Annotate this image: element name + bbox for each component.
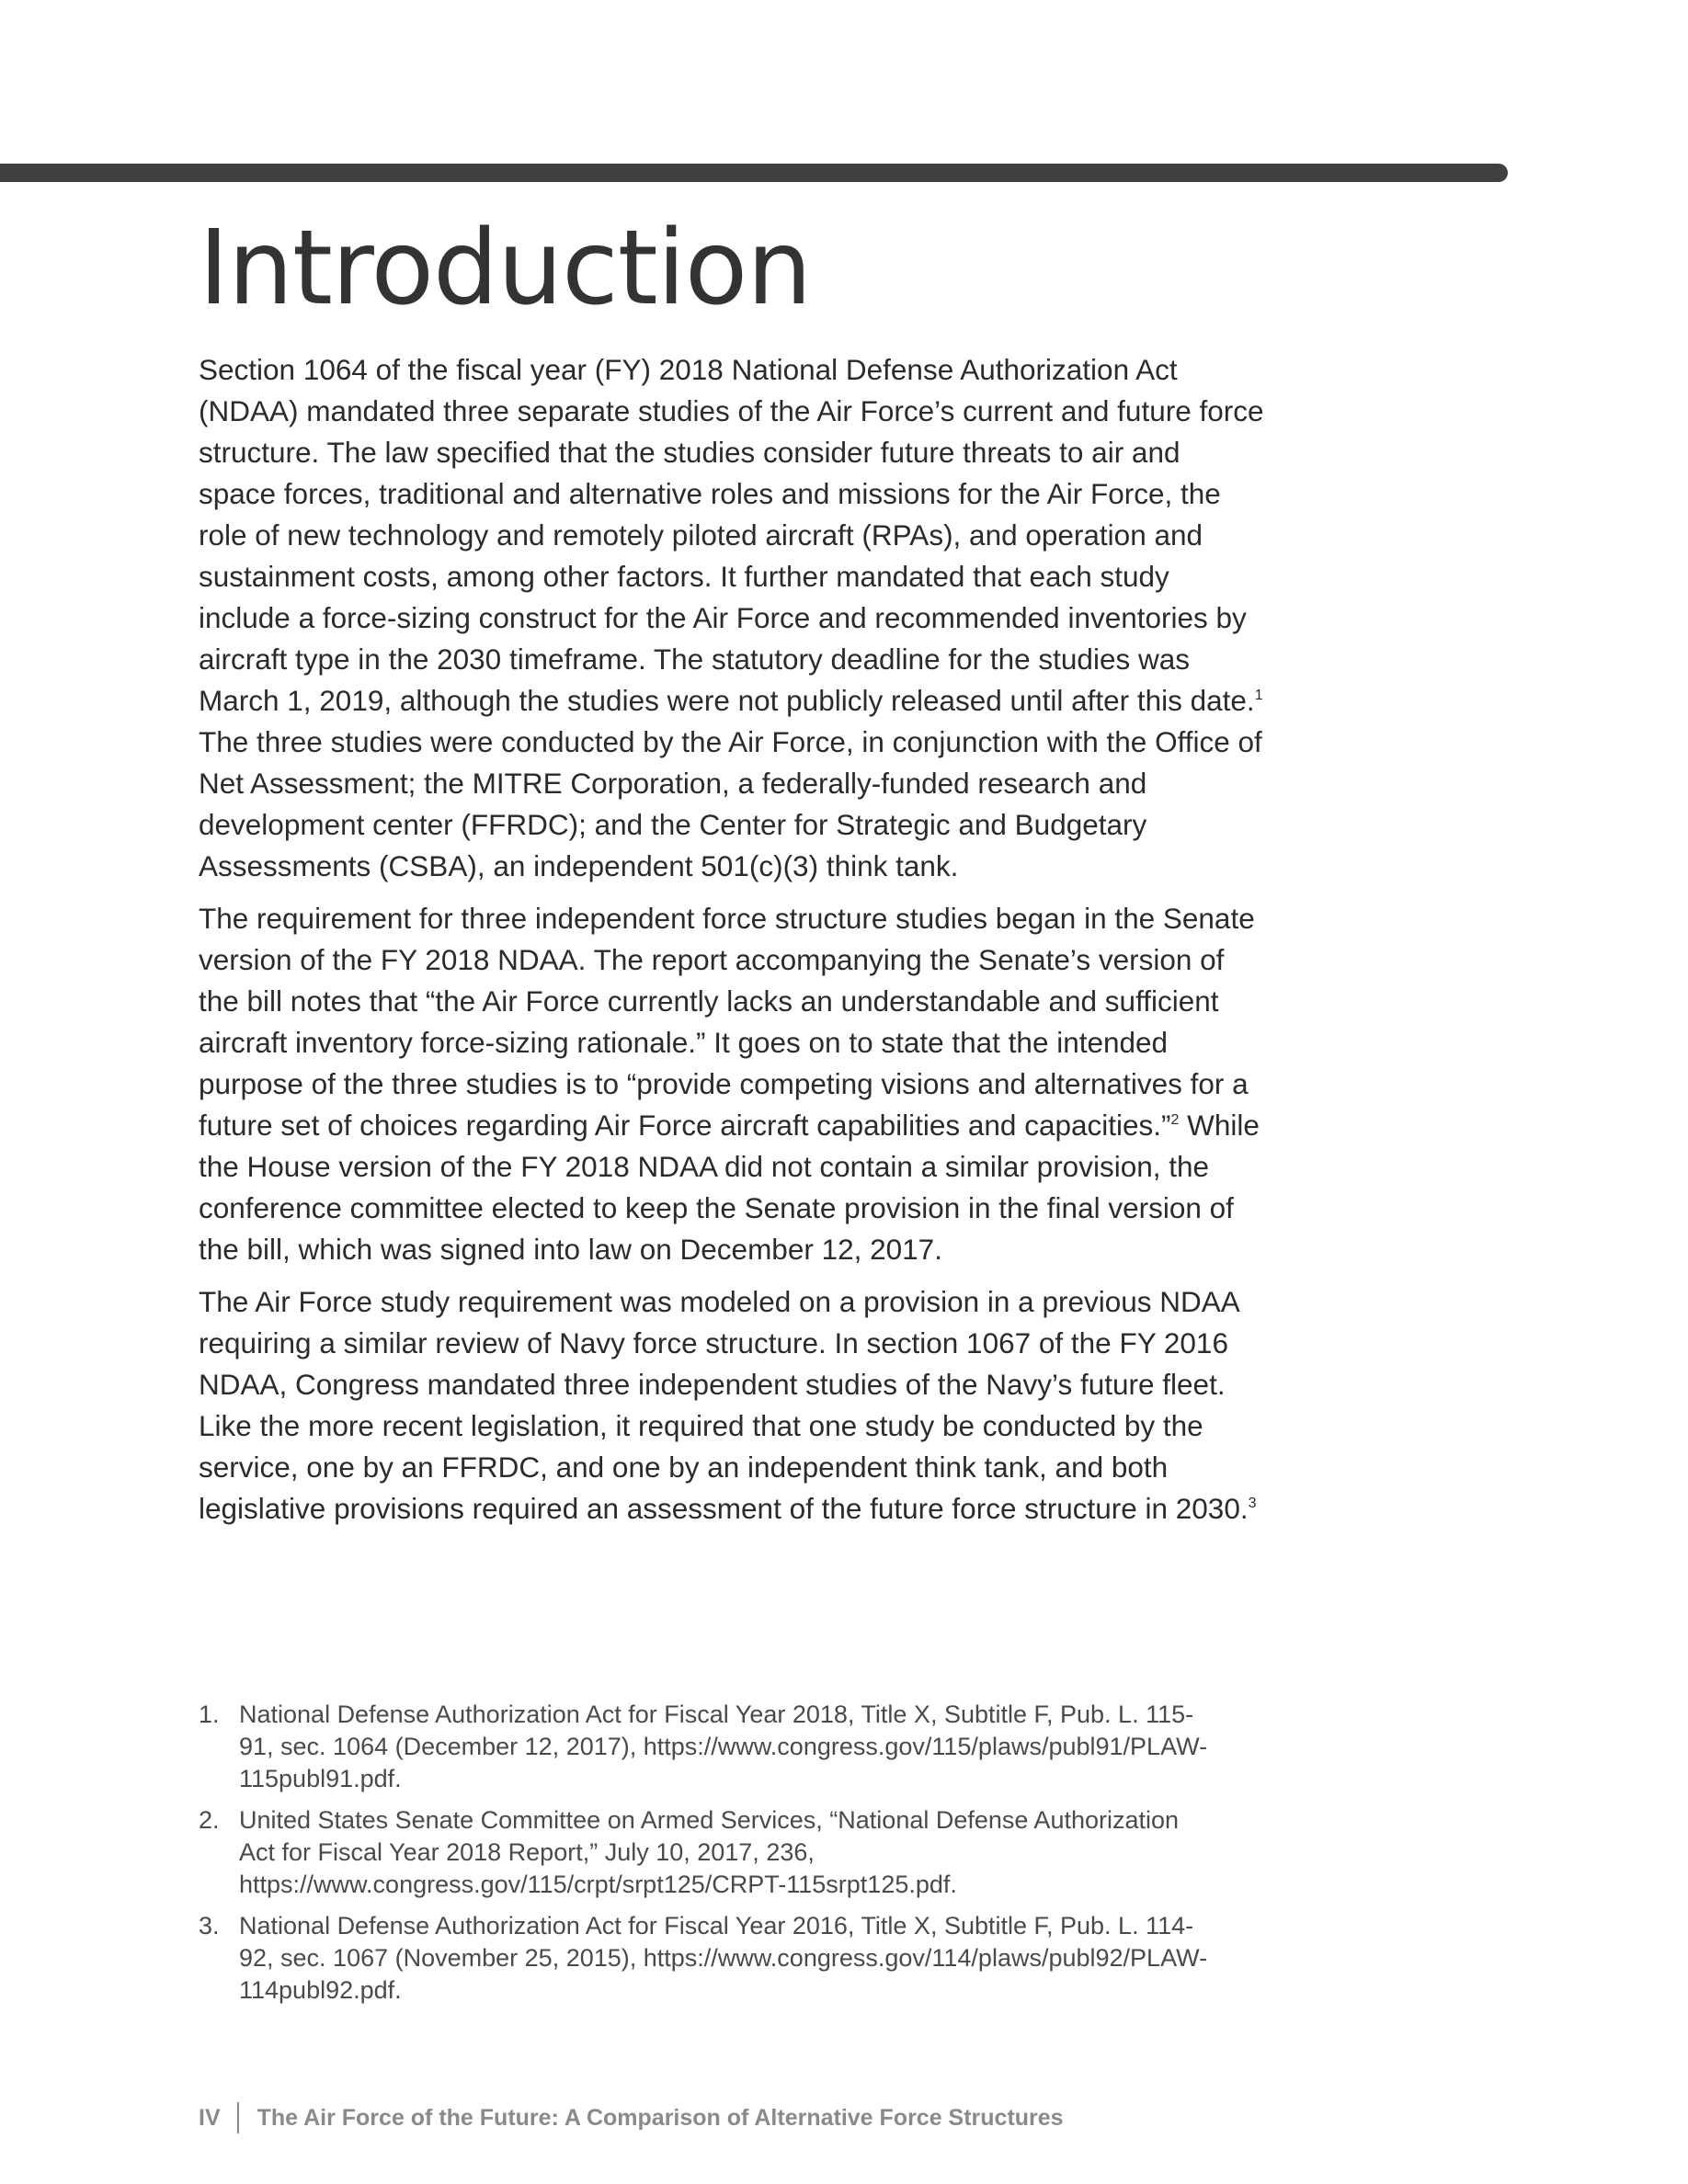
footnote-number: 1. (199, 1701, 220, 1728)
footnote-ref[interactable]: 1 (1254, 688, 1263, 703)
footnote-text: National Defense Authorization Act for Fiscal Year 2016, Title X, Subtitle F, Pub. L. 114-92, sec. 1067 (November 25, 2015), https://www.congress.gov/114/plaws/publ92/PLAW-114publ92.pdf. (239, 1912, 1208, 2004)
footnote-item (199, 1804, 1210, 1901)
page-footer (199, 2101, 1064, 2134)
footnote-number: 2. (199, 1806, 220, 1834)
footnotes-list (199, 1699, 1210, 2016)
paragraph-text: Section 1064 of the fiscal year (FY) 2018 National Defense Authorization Act (NDAA) mandated three separate studies of the Air Force’s current and future force structure. The law specified that the studies consider future threats to air and space forces, traditional and alternative roles and missions for the Air Force, the role of new technology and remotely piloted aircraft (RPAs), and operation and sustainment costs, among other factors. It further mandated that each study include a force-sizing construct for the Air Force and recommended inventories by aircraft type in the 2030 timeframe. The statutory deadline for the studies was March 1, 2019, although the studies were not publicly released until after this date. (199, 353, 1264, 717)
body-text (199, 349, 1265, 1541)
footnote-item (199, 1910, 1210, 2007)
paragraph-text: The Air Force study requirement was modeled on a provision in a previous NDAA requiring a similar review of Navy force structure. In section 1067 of the FY 2016 NDAA, Congress mandated three independent studies of the Navy’s future fleet. Like the more recent legislation, it required that one study be conducted by the service, one by an FFRDC, and one by an independent think tank, and both legislative provisions required an assessment of the future force structure in 2030. (199, 1285, 1249, 1525)
paragraph-3 (199, 1281, 1265, 1530)
header-rule (0, 164, 1508, 182)
footer-divider (237, 2102, 239, 2133)
footnote-number: 3. (199, 1912, 220, 1939)
paragraph-2 (199, 898, 1265, 1270)
publication-title: The Air Force of the Future: A Comparison of Alternative Force Structures (257, 2104, 1064, 2131)
paragraph-1 (199, 349, 1265, 887)
footnote-item (199, 1699, 1210, 1795)
footnote-ref[interactable]: 2 (1170, 1112, 1180, 1128)
footnote-text: National Defense Authorization Act for Fiscal Year 2018, Title X, Subtitle F, Pub. L. 115-91, sec. 1064 (December 12, 2017), https://www.congress.gov/115/plaws/publ91/PLAW-115publ91.pdf. (239, 1701, 1208, 1792)
footnote-text: United States Senate Committee on Armed Services, “National Defense Authorization Act for Fiscal Year 2018 Report,” July 10, 2017, 236, https://www.congress.gov/115/crpt/srpt125/CRPT-115srpt125.pdf. (239, 1806, 1180, 1898)
paragraph-text-continued: While the House version of the FY 2018 NDAA did not contain a similar provision, the conference committee elected to keep the Senate provision in the final version of the bill, which was signed into law on December 12, 2017. (199, 1109, 1260, 1266)
page-number: IV (199, 2104, 221, 2131)
footnote-ref[interactable]: 3 (1248, 1496, 1257, 1511)
page-title: Introduction (199, 209, 812, 328)
paragraph-text: The requirement for three independent force structure studies began in the Senate version of the FY 2018 NDAA. The report accompanying the Senate’s version of the bill notes that “the Air Force currently lacks an understandable and sufficient aircraft inventory force-sizing rationale.” It goes on to state that the intended purpose of the three studies is to “provide competing visions and alternatives for a future set of choices regarding Air Force aircraft capabilities and capacities.” (199, 902, 1255, 1142)
paragraph-text-continued: The three studies were conducted by the Air Force, in conjunction with the Office of Net Assessment; the MITRE Corporation, a federally-funded research and development center (FFRDC); and the Center for Strategic and Budgetary Assessments (CSBA), an independent 501(c)(3) think tank. (199, 725, 1262, 882)
